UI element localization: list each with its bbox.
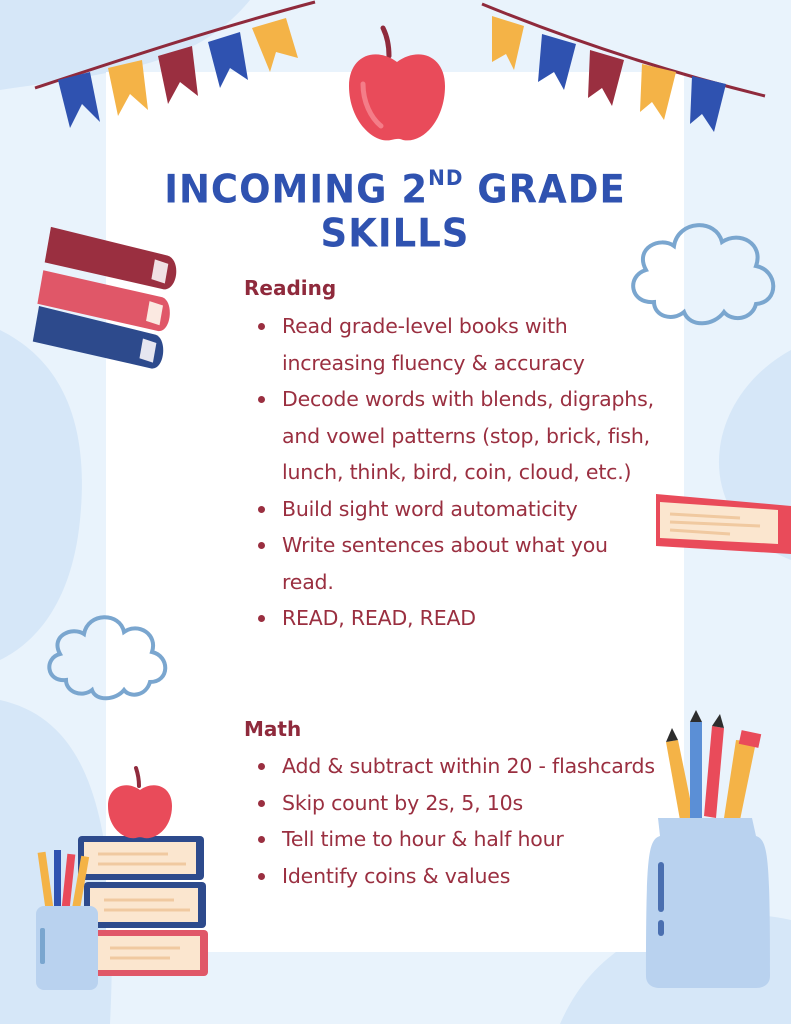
- apple-icon: [345, 22, 450, 147]
- bunting-flags-left: [30, 0, 320, 140]
- apple-icon: [106, 764, 174, 840]
- list-item: Add & subtract within 20 - flashcards: [258, 748, 658, 785]
- section-heading-math: Math: [244, 717, 302, 741]
- pencil-cup-icon: [640, 706, 776, 988]
- page-title-line2: SKILLS: [320, 210, 470, 257]
- list-item: Build sight word automaticity: [258, 491, 658, 528]
- reading-skills-list: [258, 308, 658, 637]
- bunting-flags-right: [480, 0, 770, 140]
- page-title: INCOMING 2ND GRADE: [164, 164, 626, 213]
- list-item: Read grade-level books with increasing fluency & accuracy: [258, 308, 658, 381]
- pencil-cup-icon: [34, 846, 100, 992]
- cloud-icon: [42, 606, 170, 702]
- list-item: Write sentences about what you read.: [258, 527, 658, 600]
- list-item: Tell time to hour & half hour: [258, 821, 658, 858]
- list-item: READ, READ, READ: [258, 600, 658, 637]
- list-item: Decode words with blends, digraphs, and vowel patterns (stop, brick, fish, lunch, think, bird, coin, cloud, etc.): [258, 381, 658, 491]
- section-heading-reading: Reading: [244, 276, 337, 300]
- math-skills-list: [258, 748, 658, 894]
- list-item: Skip count by 2s, 5, 10s: [258, 785, 658, 822]
- list-item: Identify coins & values: [258, 858, 658, 895]
- open-book-icon: [650, 490, 791, 558]
